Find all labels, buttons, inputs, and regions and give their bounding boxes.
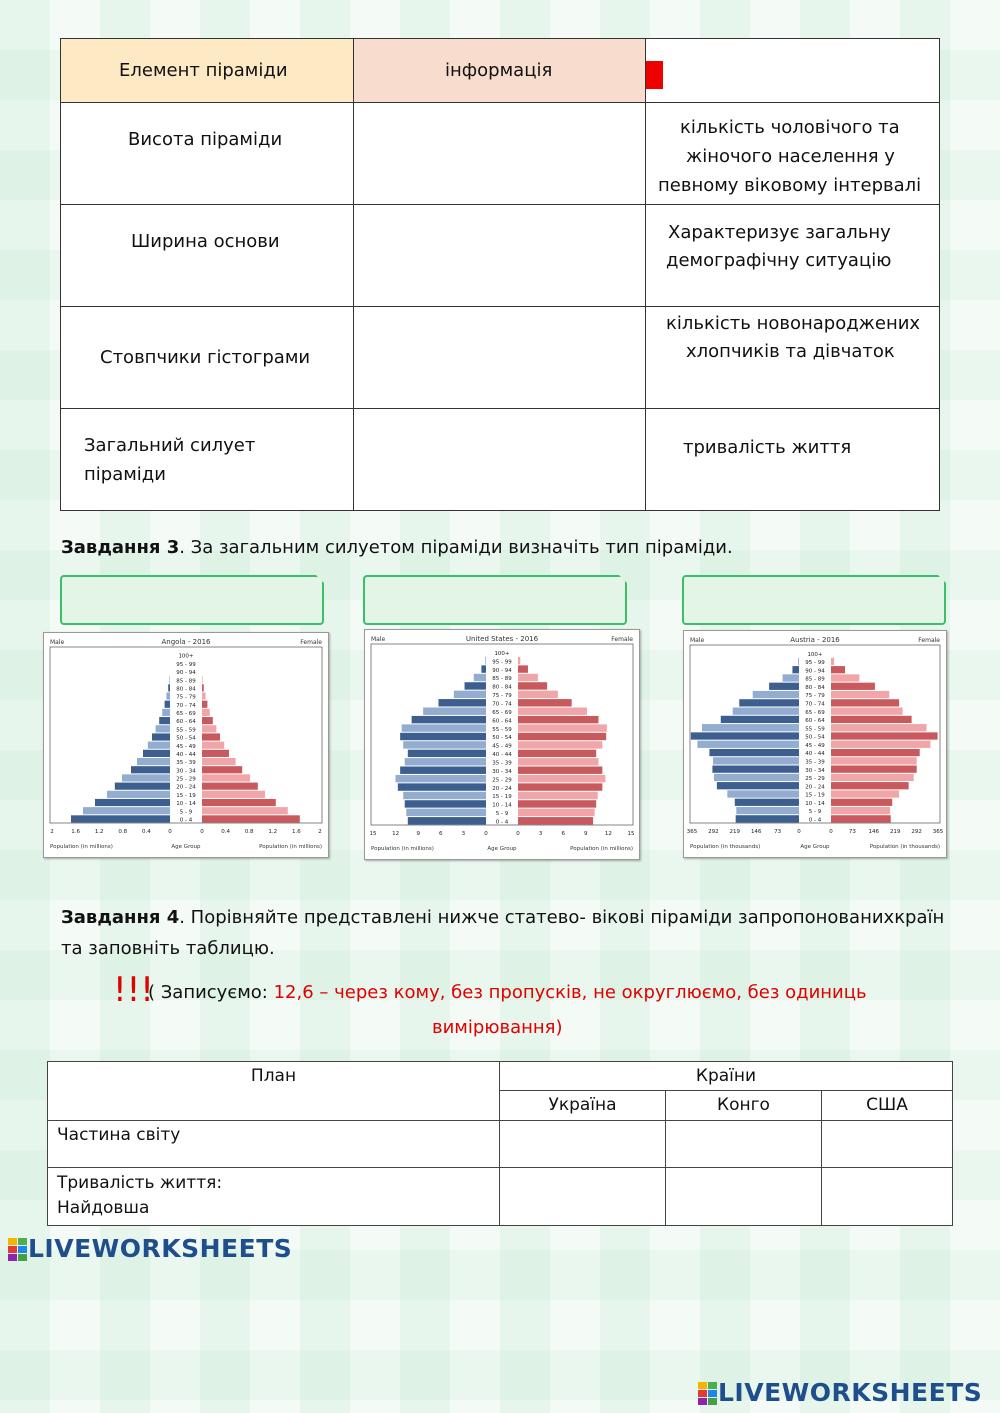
age-group-label: 65 - 69	[805, 709, 825, 716]
age-group-label: 85 - 89	[492, 676, 512, 683]
age-group-label: 65 - 69	[176, 711, 196, 718]
female-bar	[518, 699, 572, 706]
answer-box-2[interactable]	[363, 575, 627, 625]
age-group-label: 10 - 14	[492, 802, 512, 809]
male-bar	[137, 758, 170, 765]
row-label-life-expectancy: Тривалість життя: Найдовша	[48, 1168, 500, 1226]
drop-zone-4[interactable]	[354, 409, 646, 511]
age-group-label: 0 - 4	[179, 817, 193, 824]
male-bar	[735, 799, 799, 806]
age-group-label: 20 - 24	[805, 784, 825, 791]
female-bar	[831, 741, 930, 748]
x-tick-label: 15	[627, 831, 635, 837]
axis-label-age-group: Age Group	[171, 844, 201, 850]
male-bar	[408, 750, 486, 757]
age-group-label: 85 - 89	[176, 678, 196, 685]
age-group-label: 75 - 79	[492, 693, 512, 700]
male-bar	[727, 790, 799, 797]
age-group-label: 0 - 4	[808, 817, 822, 824]
pyramid-svg-usa	[365, 630, 639, 859]
age-group-label: 90 - 94	[492, 667, 512, 674]
female-bar	[202, 676, 203, 683]
x-tick-label: 12	[392, 831, 400, 837]
male-bar	[783, 674, 799, 681]
female-bar	[831, 708, 903, 715]
male-label: Male	[690, 637, 705, 644]
plan-header: План	[48, 1062, 500, 1121]
male-bar	[709, 749, 799, 756]
male-bar	[798, 658, 799, 665]
input-part-usa[interactable]	[822, 1121, 953, 1168]
female-bar	[831, 749, 920, 756]
x-tick-label: 73	[774, 829, 782, 835]
liveworksheets-icon	[8, 1238, 28, 1262]
age-group-label: 95 - 99	[176, 661, 196, 668]
task3-heading: Завдання 3. За загальним силуетом піраміди визначіть тип піраміди.	[61, 537, 733, 558]
liveworksheets-icon	[698, 1382, 718, 1406]
x-tick-label: 365	[932, 829, 944, 835]
input-life-usa[interactable]	[822, 1168, 953, 1226]
age-group-label: 75 - 79	[176, 694, 196, 701]
female-bar	[831, 757, 917, 764]
x-axis-label-right: Population (in millions)	[259, 844, 322, 850]
header-blank	[646, 39, 940, 103]
age-group-label: 0 - 4	[495, 819, 509, 826]
male-bar	[107, 791, 170, 798]
element-cell-width: Ширина основи	[61, 205, 354, 307]
female-bar	[518, 657, 520, 664]
axis-label-age-group: Age Group	[487, 846, 517, 852]
male-bar	[438, 699, 486, 706]
liveworksheets-logo-top[interactable]: LIVEWORKSHEETS	[8, 1234, 292, 1263]
male-bar	[169, 676, 170, 683]
male-label: Male	[371, 636, 386, 643]
male-bar	[474, 674, 486, 681]
x-tick-label: 219	[889, 829, 901, 835]
age-group-label: 70 - 74	[492, 701, 512, 708]
male-bar	[713, 757, 799, 764]
age-group-label: 35 - 39	[492, 760, 512, 767]
age-group-label: 45 - 49	[805, 742, 825, 749]
chart-title: Angola - 2016	[161, 638, 211, 646]
age-group-label: 5 - 9	[179, 809, 193, 816]
female-bar	[831, 766, 917, 773]
age-group-label: 30 - 34	[176, 768, 196, 775]
row-label-part-of-world: Частина світу	[48, 1121, 500, 1168]
x-tick-label: 1.2	[94, 829, 104, 835]
info-cell-4[interactable]: тривалість життя	[646, 409, 940, 511]
drop-zone-1[interactable]	[354, 103, 646, 205]
female-bar	[518, 682, 547, 689]
drop-zone-3[interactable]	[354, 307, 646, 409]
female-bar	[202, 684, 204, 691]
male-bar	[717, 782, 799, 789]
male-bar	[166, 692, 170, 699]
female-bar	[518, 716, 599, 723]
countries-header: Країни	[500, 1062, 953, 1091]
female-bar	[518, 809, 595, 816]
element-cell-bars: Стовпчики гістограми	[61, 307, 354, 409]
male-bar	[769, 683, 799, 690]
pyramid-svg-austria	[684, 631, 946, 857]
female-bar	[831, 674, 859, 681]
female-bar	[518, 741, 602, 748]
x-tick-label: 6	[561, 831, 565, 837]
male-bar	[405, 800, 486, 807]
female-label: Female	[300, 639, 322, 646]
male-bar	[122, 774, 170, 781]
x-tick-label: 292	[708, 829, 719, 835]
age-group-label: 35 - 39	[805, 759, 825, 766]
female-bar	[202, 692, 206, 699]
x-tick-label: 0	[829, 829, 833, 835]
male-bar	[406, 809, 486, 816]
pyramid-elements-table	[60, 38, 940, 511]
x-tick-label: 0.8	[118, 829, 128, 835]
age-group-label: 15 - 19	[176, 792, 196, 799]
male-bar	[131, 766, 170, 773]
countries-comparison-table	[47, 1061, 953, 1226]
male-bar	[143, 750, 170, 757]
age-group-label: 10 - 14	[805, 800, 825, 807]
age-group-label: 25 - 29	[176, 776, 196, 783]
female-bar	[831, 716, 912, 723]
input-life-ukraine[interactable]	[500, 1168, 666, 1226]
female-bar	[202, 742, 224, 749]
x-tick-label: 292	[911, 829, 922, 835]
female-bar	[202, 725, 216, 732]
male-bar	[402, 724, 486, 731]
age-group-label: 80 - 84	[492, 684, 512, 691]
task4-heading: Завдання 4. Порівняйте представлені нижче статево- вікові піраміди запропонованихкраїн та заповніть таблицю.	[61, 907, 945, 959]
female-bar	[518, 775, 605, 782]
element-cell-height: Висота піраміди	[61, 103, 354, 205]
female-bar	[831, 782, 909, 789]
female-bar	[202, 807, 288, 814]
x-axis-label-left: Population (in millions)	[371, 846, 434, 852]
country-ukraine: Україна	[500, 1091, 666, 1121]
red-marker	[646, 61, 663, 89]
x-tick-label: 3	[461, 831, 466, 837]
female-bar	[831, 699, 899, 706]
female-bar	[202, 774, 250, 781]
x-tick-label: 0.4	[221, 829, 230, 835]
female-bar	[831, 774, 914, 781]
age-group-label: 60 - 64	[176, 719, 196, 726]
age-group-label: 5 - 9	[495, 811, 509, 818]
x-tick-label: 0	[484, 831, 488, 837]
note-line2: вимірювання)	[432, 1017, 563, 1038]
age-group-label: 75 - 79	[805, 693, 825, 700]
female-bar	[202, 701, 207, 708]
male-bar	[739, 699, 799, 706]
female-bar	[202, 750, 229, 757]
female-bar	[202, 783, 258, 790]
x-tick-label: 146	[868, 829, 880, 835]
input-part-ukraine[interactable]	[500, 1121, 666, 1168]
female-bar	[518, 758, 599, 765]
female-bar	[202, 717, 213, 724]
male-bar	[465, 682, 486, 689]
female-bar	[202, 709, 210, 716]
x-tick-label: 15	[369, 831, 377, 837]
element-cell-silhouette: Загальний силует піраміди	[61, 409, 354, 511]
age-group-label: 40 - 44	[805, 751, 825, 758]
x-axis-label-right: Population (in thousands)	[869, 844, 940, 850]
country-usa: США	[822, 1091, 953, 1121]
female-bar	[518, 733, 606, 740]
male-bar	[485, 657, 486, 664]
male-bar	[162, 709, 170, 716]
x-tick-label: 73	[848, 829, 856, 835]
female-bar	[831, 691, 889, 698]
x-tick-label: 1.2	[268, 829, 278, 835]
female-bar	[831, 658, 834, 665]
male-label: Male	[50, 639, 65, 646]
male-bar	[403, 741, 486, 748]
x-axis-label-right: Population (in millions)	[570, 846, 633, 852]
age-group-label: 70 - 74	[805, 701, 825, 708]
x-tick-label: 9	[416, 831, 420, 837]
age-group-label: 45 - 49	[492, 743, 512, 750]
age-group-label: 70 - 74	[176, 702, 196, 709]
age-group-label: 60 - 64	[492, 718, 512, 725]
age-group-label: 55 - 59	[176, 727, 196, 734]
female-bar	[518, 817, 593, 824]
age-group-label: 15 - 19	[492, 794, 512, 801]
age-group-label: 85 - 89	[805, 676, 825, 683]
x-tick-label: 146	[750, 829, 762, 835]
female-label: Female	[918, 637, 940, 644]
age-group-label: 25 - 29	[805, 776, 825, 783]
age-group-label: 65 - 69	[492, 709, 512, 716]
axis-label-age-group: Age Group	[800, 844, 830, 850]
liveworksheets-logo-bottom[interactable]: LIVEWORKSHEETS	[698, 1378, 982, 1407]
female-bar	[518, 792, 598, 799]
male-bar	[405, 758, 486, 765]
x-tick-label: 2	[50, 829, 54, 835]
age-group-label: 80 - 84	[805, 684, 825, 691]
male-bar	[481, 665, 486, 672]
female-bar	[518, 724, 607, 731]
male-bar	[736, 815, 799, 822]
x-axis-label-left: Population (in millions)	[50, 844, 113, 850]
drop-zone-2[interactable]	[354, 205, 646, 307]
answer-box-3[interactable]	[682, 575, 946, 625]
age-group-label: 100+	[807, 651, 823, 658]
age-group-label: 50 - 54	[805, 734, 825, 741]
header-info: інформація	[354, 39, 646, 103]
male-bar	[115, 783, 170, 790]
female-bar	[831, 790, 899, 797]
pyramid-chart-angola	[43, 632, 329, 858]
female-bar	[831, 666, 845, 673]
male-bar	[697, 741, 799, 748]
age-group-label: 45 - 49	[176, 743, 196, 750]
age-group-label: 30 - 34	[805, 767, 825, 774]
male-bar	[159, 717, 170, 724]
age-group-label: 40 - 44	[176, 751, 196, 758]
male-bar	[753, 691, 799, 698]
x-tick-label: 0	[200, 829, 204, 835]
male-bar	[168, 684, 170, 691]
male-bar	[412, 716, 486, 723]
age-group-label: 5 - 9	[808, 809, 822, 816]
x-tick-label: 365	[686, 829, 698, 835]
x-tick-label: 12	[604, 831, 612, 837]
female-bar	[518, 800, 596, 807]
male-bar	[403, 792, 486, 799]
age-group-label: 90 - 94	[805, 668, 825, 675]
age-group-label: 100+	[178, 653, 194, 660]
male-bar	[156, 725, 170, 732]
female-bar	[831, 815, 891, 822]
x-tick-label: 0.8	[244, 829, 254, 835]
male-bar	[148, 742, 170, 749]
female-bar	[831, 807, 890, 814]
female-bar	[202, 799, 276, 806]
male-bar	[400, 767, 486, 774]
female-bar	[202, 758, 236, 765]
male-bar	[721, 716, 799, 723]
male-bar	[165, 701, 170, 708]
age-group-label: 15 - 19	[805, 792, 825, 799]
input-life-congo[interactable]	[666, 1168, 822, 1226]
age-group-label: 60 - 64	[805, 718, 825, 725]
female-bar	[518, 767, 602, 774]
answer-box-1[interactable]	[60, 575, 324, 625]
female-bar	[518, 708, 587, 715]
info-cell-3[interactable]: кількість новонароджених хлопчиків та дівчаток	[646, 307, 940, 409]
female-bar	[518, 674, 538, 681]
note-exclamations: !!!	[113, 970, 154, 1010]
age-group-label: 20 - 24	[176, 784, 196, 791]
male-bar	[83, 807, 170, 814]
female-bar	[831, 724, 927, 731]
male-bar	[736, 807, 799, 814]
female-label: Female	[611, 636, 633, 643]
pyramid-chart-usa	[364, 629, 640, 860]
age-group-label: 55 - 59	[492, 726, 512, 733]
male-bar	[792, 666, 799, 673]
female-bar	[518, 783, 602, 790]
x-tick-label: 2	[318, 829, 322, 835]
x-tick-label: 0	[168, 829, 172, 835]
male-bar	[454, 691, 486, 698]
info-cell-1[interactable]: кількість чоловічого та жіночого населення у певному віковому інтервалі	[646, 103, 940, 205]
male-bar	[408, 817, 486, 824]
age-group-label: 30 - 34	[492, 768, 512, 775]
male-bar	[71, 815, 170, 822]
header-element: Елемент піраміди	[61, 39, 354, 103]
x-tick-label: 1.6	[292, 829, 301, 835]
female-bar	[202, 733, 220, 740]
age-group-label: 20 - 24	[492, 785, 512, 792]
x-tick-label: 0.4	[142, 829, 151, 835]
x-tick-label: 0	[797, 829, 801, 835]
male-bar	[95, 799, 170, 806]
age-group-label: 100+	[494, 650, 510, 657]
male-bar	[691, 732, 799, 739]
female-bar	[831, 799, 892, 806]
female-bar	[518, 665, 528, 672]
age-group-label: 80 - 84	[176, 686, 196, 693]
male-bar	[714, 774, 799, 781]
female-bar	[518, 750, 596, 757]
pyramid-chart-austria	[683, 630, 947, 858]
age-group-label: 95 - 99	[805, 660, 825, 667]
x-tick-label: 1.6	[71, 829, 80, 835]
age-group-label: 25 - 29	[492, 777, 512, 784]
male-bar	[423, 708, 486, 715]
x-tick-label: 3	[538, 831, 543, 837]
age-group-label: 50 - 54	[176, 735, 196, 742]
country-congo: Конго	[666, 1091, 822, 1121]
male-bar	[702, 724, 799, 731]
male-bar	[733, 708, 799, 715]
male-bar	[398, 783, 486, 790]
age-group-label: 10 - 14	[176, 801, 196, 808]
chart-title: Austria - 2016	[790, 636, 840, 644]
note-line1: ( Записуємо: 12,6 – через кому, без пропусків, не округлюємо, без одиниць	[148, 982, 867, 1003]
x-tick-label: 6	[439, 831, 443, 837]
x-tick-label: 9	[584, 831, 588, 837]
female-bar	[518, 691, 558, 698]
male-bar	[400, 733, 486, 740]
x-tick-label: 0	[516, 831, 520, 837]
age-group-label: 50 - 54	[492, 735, 512, 742]
female-bar	[831, 683, 875, 690]
female-bar	[202, 791, 265, 798]
male-bar	[396, 775, 486, 782]
age-group-label: 55 - 59	[805, 726, 825, 733]
x-tick-label: 219	[729, 829, 741, 835]
info-cell-2[interactable]: Характеризує загальну демографічну ситуацію	[646, 205, 940, 307]
input-part-congo[interactable]	[666, 1121, 822, 1168]
male-bar	[152, 733, 170, 740]
age-group-label: 95 - 99	[492, 659, 512, 666]
female-bar	[202, 815, 300, 822]
male-bar	[712, 766, 799, 773]
pyramid-svg-angola	[44, 633, 328, 857]
female-bar	[202, 766, 242, 773]
x-axis-label-left: Population (in thousands)	[690, 844, 761, 850]
age-group-label: 35 - 39	[176, 760, 196, 767]
age-group-label: 90 - 94	[176, 670, 196, 677]
female-bar	[831, 732, 938, 739]
chart-title: United States - 2016	[465, 635, 539, 643]
age-group-label: 40 - 44	[492, 752, 512, 759]
